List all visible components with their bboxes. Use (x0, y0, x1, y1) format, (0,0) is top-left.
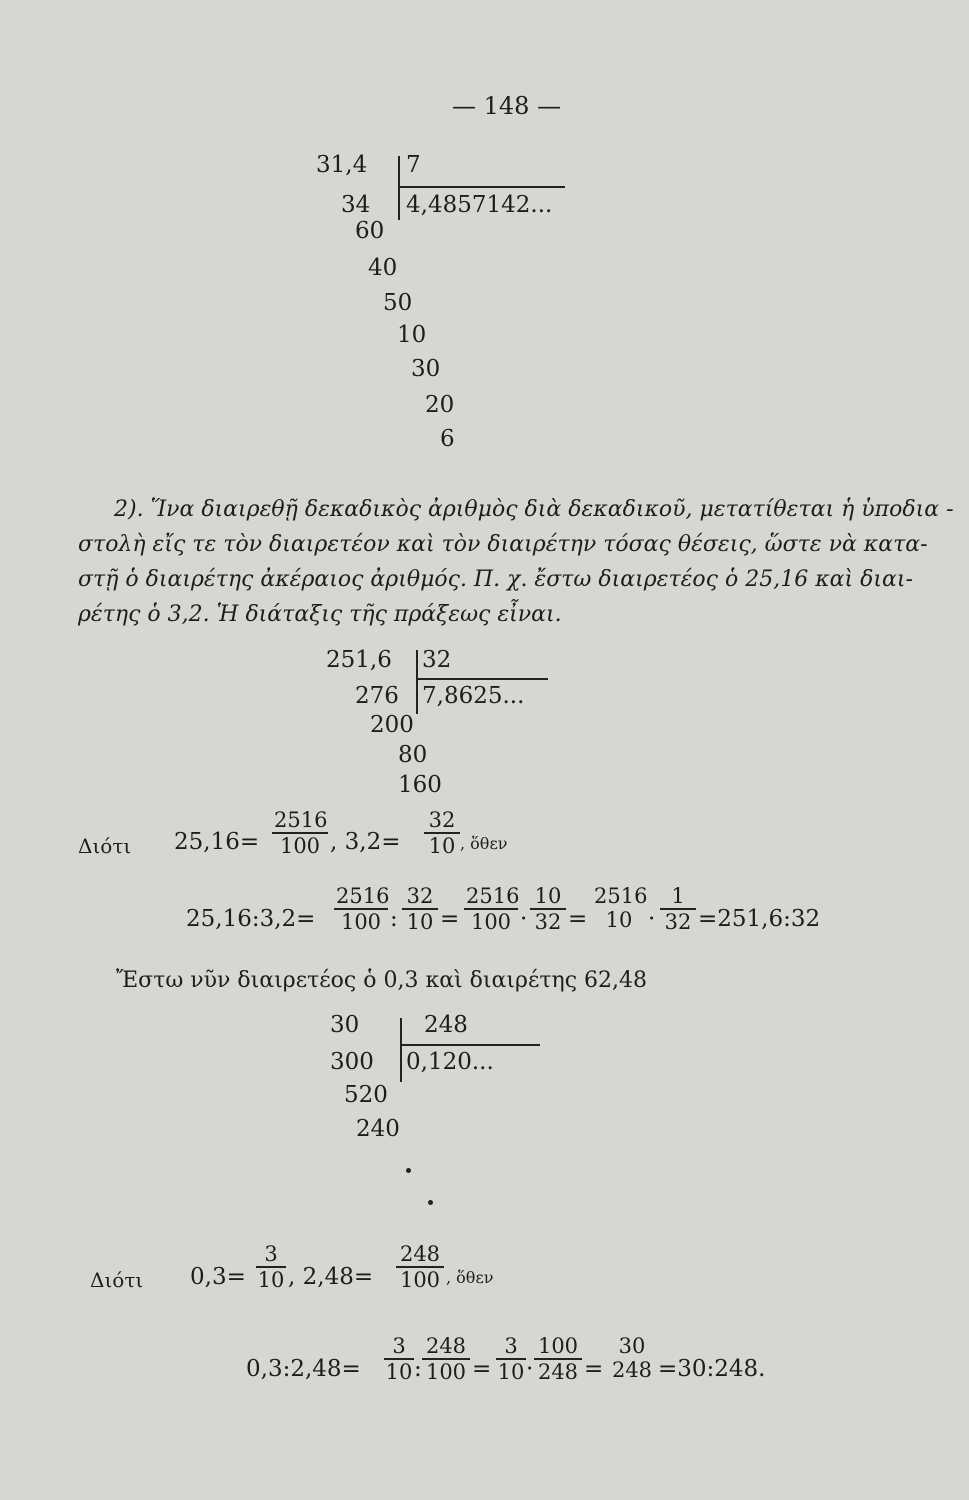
division1-remainder: 60 (355, 218, 385, 244)
numerator: 32 (402, 884, 438, 910)
division3-vertical-rule (400, 1018, 402, 1082)
proof2-c-lhs: 0,3:2,48= (246, 1356, 361, 1382)
proof1-equals: = (568, 906, 588, 932)
proof2-fraction-4 (534, 1334, 582, 1384)
proof1-fraction-4 (530, 884, 566, 934)
division2-dividend: 251,6 (326, 647, 392, 673)
numerator: 10 (530, 884, 566, 910)
division1-vertical-rule (398, 156, 400, 220)
division1-remainder: 34 (341, 192, 371, 218)
numerator: 3 (384, 1334, 414, 1360)
proof1-equals: = (440, 906, 460, 932)
proof1-colon: : (390, 906, 398, 932)
denominator: 100 (340, 910, 382, 934)
numerator: 248 (422, 1334, 470, 1360)
denominator: 10 (428, 834, 456, 858)
division3-remainder: 300 (330, 1049, 374, 1075)
division1-remainder: 20 (425, 392, 455, 418)
division2-vertical-rule (416, 650, 418, 714)
division2-divisor: 32 (422, 647, 452, 673)
proof1-a-lhs: 25,16= (174, 829, 260, 855)
proof1-fraction-b (424, 808, 460, 858)
rule2-line-2: στολὴ εἴς τε τὸν διαιρετέον καὶ τὸν διαιρέτην τόσας θέσεις, ὥστε νὰ κατα- (78, 532, 928, 557)
proof2-fraction-b (396, 1242, 444, 1292)
proof2-times: · (526, 1356, 534, 1382)
numerator: 2516 (274, 808, 328, 832)
proof2-fraction-5 (608, 1334, 656, 1382)
proof1-dioti: Διότι (78, 834, 132, 858)
proof2-fraction-3 (496, 1334, 526, 1384)
division1-remainder: 30 (411, 356, 441, 382)
denominator: 100 (399, 1268, 441, 1292)
division3-quotient: 0,120... (406, 1049, 494, 1075)
proof1-hothen: , ὅθεν (460, 834, 508, 853)
continuation-dot (428, 1200, 433, 1205)
numerator: 248 (396, 1242, 444, 1268)
division1-dividend: 31,4 (316, 152, 368, 178)
rule2-line-3: στῇ ὁ διαιρέτης ἀκέραιος ἀριθμός. Π. χ. ἔστω διαιρετέος ὁ 25,16 καὶ διαι- (78, 567, 913, 592)
proof2-equals: = (584, 1356, 604, 1382)
division1-remainder: 50 (383, 290, 413, 316)
denominator: 10 (257, 1268, 285, 1292)
proof2-colon: : (414, 1356, 422, 1382)
denominator: 100 (279, 834, 321, 858)
division1-horizontal-rule (400, 186, 565, 188)
proof1-fraction-a (272, 808, 328, 858)
division1-divisor: 7 (406, 152, 421, 178)
numerator: 2516 (594, 884, 648, 908)
example2-text: Ἔστω νῦν διαιρετέος ὁ 0,3 καὶ διαιρέτης 62,48 (116, 968, 648, 993)
proof1-times: · (520, 906, 528, 932)
denominator: 100 (425, 1360, 467, 1384)
proof1-fraction-5 (592, 884, 646, 932)
numerator: 3 (256, 1242, 286, 1268)
division1-remainder: 40 (368, 255, 398, 281)
numerator: 100 (534, 1334, 582, 1360)
page-number: — 148 — (452, 92, 562, 120)
proof1-c-lhs: 25,16:3,2= (186, 906, 316, 932)
numerator: 3 (496, 1334, 526, 1360)
proof2-fraction-1 (384, 1334, 414, 1384)
denominator: 32 (534, 910, 562, 934)
proof1-fraction-1 (334, 884, 388, 934)
proof2-a-lhs: 0,3= (190, 1264, 246, 1290)
division2-quotient: 7,8625... (422, 683, 525, 709)
division2-remainder: 80 (398, 742, 428, 768)
proof1-times: · (648, 906, 656, 932)
proof2-hothen: , ὅθεν (446, 1268, 494, 1287)
division2-remainder: 160 (398, 772, 442, 798)
division1-remainder: 6 (440, 426, 455, 452)
proof2-equals: = (472, 1356, 492, 1382)
denominator: 10 (605, 908, 633, 932)
division3-remainder: 520 (344, 1082, 388, 1108)
proof1-fraction-3 (464, 884, 518, 934)
numerator: 32 (424, 808, 460, 834)
denominator: 100 (470, 910, 512, 934)
division3-divisor: 248 (424, 1012, 468, 1038)
division2-remainder: 200 (370, 712, 414, 738)
continuation-dot (406, 1168, 411, 1173)
division2-remainder: 276 (355, 683, 399, 709)
proof1-b-lhs: , 3,2= (330, 829, 401, 855)
proof1-result: =251,6:32 (698, 906, 821, 932)
proof2-b-lhs: , 2,48= (288, 1264, 374, 1290)
numerator: 2516 (336, 884, 390, 908)
denominator: 10 (385, 1360, 413, 1384)
denominator: 10 (497, 1360, 525, 1384)
denominator: 10 (406, 910, 434, 934)
proof2-fraction-2 (422, 1334, 470, 1384)
numerator: 30 (618, 1334, 646, 1358)
proof2-fraction-a (256, 1242, 286, 1292)
rule2-line-1: 2). Ἵνα διαιρεθῇ δεκαδικὸς ἀριθμὸς διὰ δεκαδικοῦ, μετατίθεται ἡ ὑποδια - (114, 497, 954, 522)
division2-horizontal-rule (418, 678, 548, 680)
numerator: 1 (660, 884, 696, 910)
proof1-fraction-6 (660, 884, 696, 934)
division1-remainder: 10 (397, 322, 427, 348)
denominator: 248 (537, 1360, 579, 1384)
denominator: 32 (664, 910, 692, 934)
division3-dividend: 30 (330, 1012, 360, 1038)
proof2-result: =30:248. (658, 1356, 766, 1382)
denominator: 248 (611, 1358, 653, 1382)
rule2-line-4: ρέτης ὁ 3,2. Ἡ διάταξις τῆς πράξεως εἶναι. (78, 602, 562, 627)
division3-remainder: 240 (356, 1116, 400, 1142)
proof1-fraction-2 (402, 884, 438, 934)
division1-quotient: 4,4857142... (406, 192, 553, 218)
numerator: 2516 (466, 884, 520, 908)
division3-horizontal-rule (402, 1044, 540, 1046)
proof2-dioti: Διότι (90, 1268, 144, 1292)
